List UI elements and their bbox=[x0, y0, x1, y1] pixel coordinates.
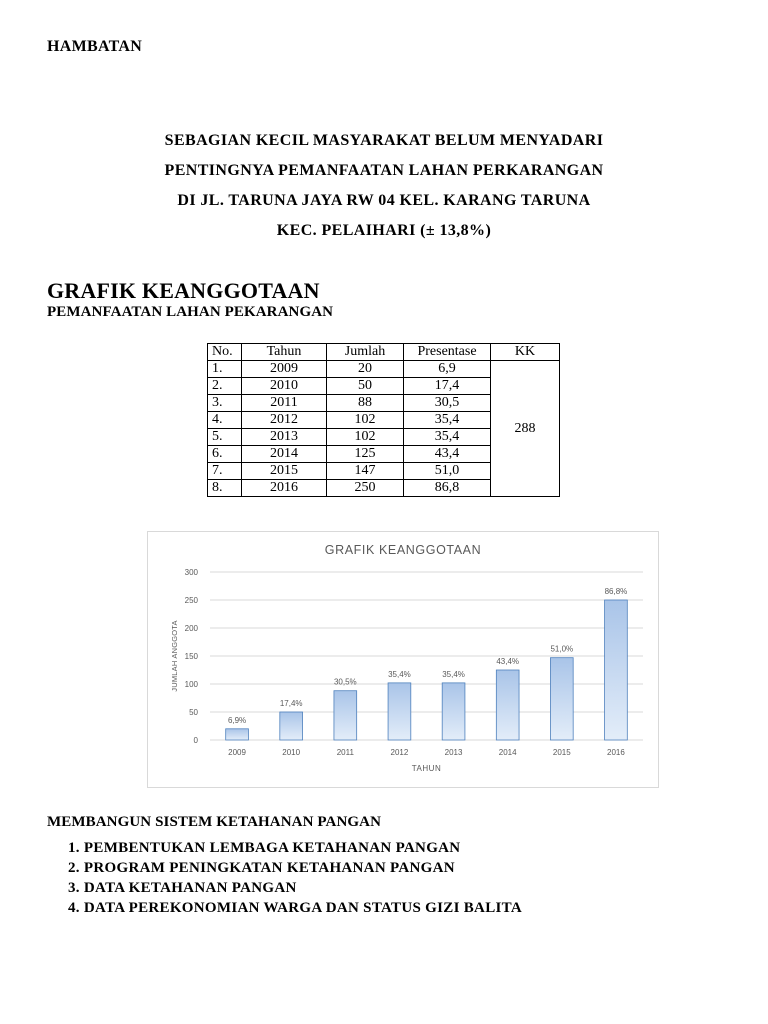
cell-no: 3. bbox=[208, 395, 242, 412]
x-tick-label: 2016 bbox=[607, 748, 625, 757]
chart-title: GRAFIK KEANGGOTAAN bbox=[324, 543, 482, 557]
cell-year: 2015 bbox=[242, 463, 327, 480]
list-item-number: 1. bbox=[68, 840, 80, 856]
cell-percentage: 17,4 bbox=[404, 378, 491, 395]
x-tick-label: 2009 bbox=[228, 748, 246, 757]
x-tick-label: 2012 bbox=[390, 748, 409, 757]
x-tick-label: 2011 bbox=[336, 748, 354, 757]
y-tick-label: 250 bbox=[184, 596, 198, 605]
list-item-text: PEMBENTUKAN LEMBAGA KETAHANAN PANGAN bbox=[83, 840, 461, 856]
header-no: No. bbox=[208, 344, 242, 361]
bar-data-label: 30,5% bbox=[333, 677, 357, 687]
chart-bar bbox=[442, 683, 465, 740]
cell-count: 250 bbox=[327, 480, 404, 497]
bar-data-label: 35,4% bbox=[388, 669, 411, 679]
chart-x-axis-label: TAHUN bbox=[411, 764, 442, 773]
bar-data-label: 17,4% bbox=[279, 699, 303, 708]
membership-table bbox=[207, 343, 560, 497]
cell-year: 2010 bbox=[242, 378, 327, 395]
cell-year: 2011 bbox=[242, 395, 327, 412]
cell-percentage: 6,9 bbox=[404, 361, 491, 378]
cell-year: 2013 bbox=[242, 429, 327, 446]
header-percentage: Presentase bbox=[404, 344, 491, 361]
cell-percentage: 35,4 bbox=[404, 412, 491, 429]
bar-data-label: 6,9% bbox=[227, 715, 247, 725]
cell-year: 2012 bbox=[242, 412, 327, 429]
list-item-number: 2. bbox=[68, 860, 80, 876]
program-section-title: MEMBANGUN SISTEM KETAHANAN PANGAN bbox=[47, 814, 382, 830]
statement-line: PENTINGNYA PEMANFAATAN LAHAN PERKARANGAN bbox=[164, 162, 604, 179]
list-item-text: DATA KETAHANAN PANGAN bbox=[83, 880, 297, 896]
chart-bar bbox=[226, 729, 249, 740]
cell-no: 6. bbox=[208, 446, 242, 463]
table-header-row bbox=[208, 344, 560, 361]
y-tick-label: 50 bbox=[189, 708, 198, 717]
header-kk: KK bbox=[491, 344, 560, 361]
cell-percentage: 43,4 bbox=[404, 446, 491, 463]
cell-percentage: 51,0 bbox=[404, 463, 491, 480]
header-year: Tahun bbox=[242, 344, 327, 361]
cell-no: 5. bbox=[208, 429, 242, 446]
cell-year: 2014 bbox=[242, 446, 327, 463]
chart-bar bbox=[388, 683, 411, 740]
program-list bbox=[47, 838, 522, 918]
cell-kk-total: 288 bbox=[491, 361, 560, 497]
bar-data-label: 86,8% bbox=[604, 587, 628, 596]
graph-section-subtitle: PEMANFAATAN LAHAN PEKARANGAN bbox=[47, 304, 334, 320]
cell-no: 7. bbox=[208, 463, 242, 480]
section-heading-hambatan: HAMBATAN bbox=[47, 38, 143, 55]
statement-line: SEBAGIAN KECIL MASYARAKAT BELUM MENYADARI bbox=[164, 132, 604, 149]
cell-percentage: 86,8 bbox=[404, 480, 491, 497]
cell-year: 2009 bbox=[242, 361, 327, 378]
cell-count: 50 bbox=[327, 378, 404, 395]
cell-count: 102 bbox=[327, 429, 404, 446]
cell-count: 125 bbox=[327, 446, 404, 463]
cell-no: 2. bbox=[208, 378, 242, 395]
y-tick-label: 300 bbox=[184, 568, 198, 577]
y-tick-label: 200 bbox=[184, 624, 198, 633]
x-tick-label: 2014 bbox=[498, 748, 517, 757]
x-tick-label: 2015 bbox=[552, 748, 571, 757]
chart-canvas bbox=[148, 532, 658, 787]
list-item bbox=[47, 878, 522, 898]
cell-no: 8. bbox=[208, 480, 242, 497]
cell-count: 147 bbox=[327, 463, 404, 480]
bar-data-label: 35,4% bbox=[442, 669, 465, 679]
list-item bbox=[47, 898, 522, 918]
statement-line: DI JL. TARUNA JAYA RW 04 KEL. KARANG TARUNA bbox=[177, 192, 591, 209]
cell-no: 1. bbox=[208, 361, 242, 378]
cell-percentage: 30,5 bbox=[404, 395, 491, 412]
table-row bbox=[208, 361, 560, 378]
cell-no: 4. bbox=[208, 412, 242, 429]
membership-bar-chart bbox=[147, 531, 659, 788]
y-tick-label: 150 bbox=[184, 652, 198, 661]
obstacle-statement bbox=[0, 126, 768, 246]
cell-count: 102 bbox=[327, 412, 404, 429]
y-tick-label: 0 bbox=[193, 736, 198, 745]
x-tick-label: 2010 bbox=[282, 748, 301, 757]
bar-data-label: 43,4% bbox=[496, 657, 520, 666]
chart-bar bbox=[605, 600, 628, 740]
graph-section-title: GRAFIK KEANGGOTAAN bbox=[47, 278, 320, 303]
chart-bar bbox=[550, 658, 573, 740]
bar-data-label: 51,0% bbox=[550, 644, 574, 654]
y-tick-label: 100 bbox=[184, 680, 198, 689]
chart-bar bbox=[280, 712, 303, 740]
cell-percentage: 35,4 bbox=[404, 429, 491, 446]
list-item bbox=[47, 838, 522, 858]
cell-count: 20 bbox=[327, 361, 404, 378]
x-tick-label: 2013 bbox=[444, 748, 463, 757]
list-item-number: 4. bbox=[68, 900, 80, 916]
list-item-text: PROGRAM PENINGKATAN KETAHANAN PANGAN bbox=[83, 860, 455, 876]
list-item-text: DATA PEREKONOMIAN WARGA DAN STATUS GIZI BALITA bbox=[83, 900, 522, 916]
statement-line: KEC. PELAIHARI (± 13,8%) bbox=[276, 222, 492, 239]
cell-year: 2016 bbox=[242, 480, 327, 497]
list-item bbox=[47, 858, 522, 878]
chart-bar bbox=[334, 691, 357, 740]
chart-bar bbox=[496, 670, 519, 740]
chart-y-axis-label: JUMLAH ANGGOTA bbox=[170, 620, 179, 692]
list-item-number: 3. bbox=[68, 880, 80, 896]
header-count: Jumlah bbox=[327, 344, 404, 361]
cell-count: 88 bbox=[327, 395, 404, 412]
